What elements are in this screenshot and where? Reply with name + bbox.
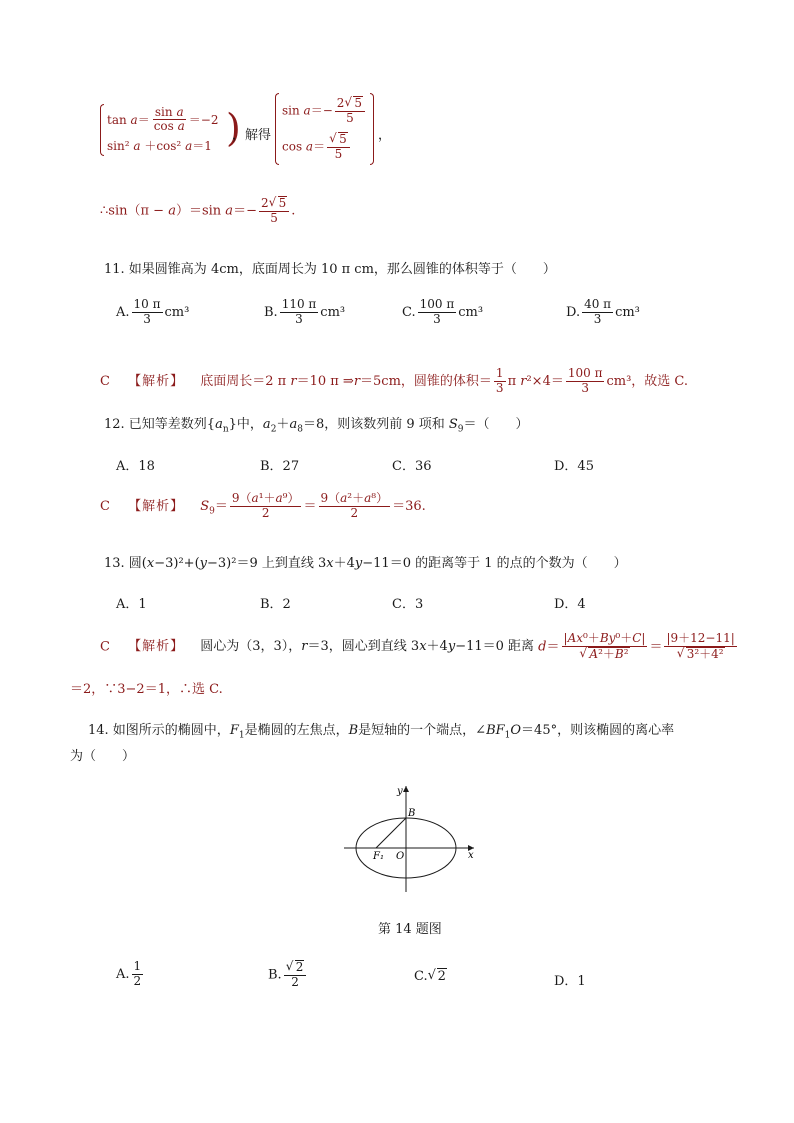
system1-line1: tan a＝ $\frac{\text{sin a}}{\text{cos a}}$ ＝−2 <box>107 104 219 134</box>
q13-answer-letter: C <box>100 639 110 655</box>
q11-option-b: B. $\frac{110 \pi}{3}$ cm³ <box>264 297 346 326</box>
q12-option-a: A．18 <box>116 459 155 474</box>
q14-option-d: D．1 <box>554 974 586 989</box>
q14-stem: 14. 如图所示的椭圆中，$F_1$是椭圆的左焦点，B是短轴的一个端点，$\angle BF_1O=45^\circ$，则该椭圆的离心率 <box>88 723 675 741</box>
system2-line1: sin a＝− $\frac{2√ 5}{5}$ <box>282 96 367 126</box>
q11-stem: 11. 如果圆锥高为 4cm，底面周长为 10 π cm，那么圆锥的体积等于（ ） <box>104 262 556 277</box>
q12-option-b: B．27 <box>260 459 300 474</box>
system1-line2: sin² a ＋cos² a＝1 <box>107 139 212 154</box>
trailing-comma: ， <box>378 128 392 143</box>
q14-option-a: A. $\frac{1}{2}$ <box>116 959 142 988</box>
q14-option-b: B. √ $\frac{2}{2}$ <box>268 960 308 990</box>
conclusion: ∴sin（π − a）＝sin a＝− $\frac{2√ 5}{5}$ . <box>100 196 295 226</box>
q12-stem: 12. 已知等差数列$\{a_n\}$中，$a_2+a_8=8$，则该数列前 9 项和 $S_9=$（ ） <box>104 417 529 435</box>
q13-option-b: B．2 <box>260 597 291 612</box>
system-block-2 <box>275 93 374 165</box>
y-axis-arrow <box>403 786 409 792</box>
q12-tag: 【解析】 <box>128 498 185 514</box>
label-x: x <box>468 850 474 861</box>
q12-answer: C 【解析】 $S_9=$ $\frac{\text{9（a¹＋a⁹）}}{2}$ ＝ $\frac{\text{9（a²＋a⁸）}}{2}$ ＝36. <box>100 491 426 520</box>
q11-option-c: C. $\frac{100 \pi}{3}$ cm³ <box>402 297 484 326</box>
q13-answer: C 【解析】 圆心为（3，3），r＝3，圆心到直线 3x＋4y−11＝0 距离 d＝ |Ax⁰＋By⁰＋C| √ A²＋B² ＝ |9＋12−11| √ 3²＋4² <box>100 632 739 662</box>
q11-answer-letter: C <box>100 373 110 389</box>
q13-tag: 【解析】 <box>128 639 185 655</box>
label-o: O <box>396 851 405 862</box>
q14-option-c: C.√ 2 <box>414 968 447 984</box>
system-block-1 <box>100 104 218 156</box>
q13-option-d: D．4 <box>554 597 586 612</box>
q11-answer: C 【解析】 底面周长＝2 π r＝10 π ⇒r＝5cm，圆锥的体积＝ $\frac{1}{3}$ π r²×4＝ $\frac{100 \pi}{3}$ cm³，故选 C. <box>100 366 689 395</box>
q11-option-d: D. $\frac{40 \pi}{3}$ cm³ <box>566 297 640 326</box>
figure-caption: 第 14 题图 <box>378 922 442 937</box>
q13-stem: 13. 圆(x−3)²+(y−3)²＝9 上到直线 3x＋4y−11＝0 的距离等于 1 的点的个数为（ ） <box>104 556 627 571</box>
q11-tag: 【解析】 <box>128 373 185 389</box>
label-y: y <box>397 786 403 797</box>
q11-option-a: A. $\frac{10 \pi}{3}$ cm³ <box>116 297 190 326</box>
system2-line2: cos a＝ √ $\frac{5}{5}$ <box>282 132 367 162</box>
q12-answer-letter: C <box>100 498 110 514</box>
label-f1: F₁ <box>373 851 384 862</box>
solve-text: ，解得 <box>232 128 272 143</box>
q14-stem-line2: 为（ ） <box>70 749 136 764</box>
q13-analysis-line2: ＝2，∵3−2＝1，∴选 C. <box>70 682 223 697</box>
label-b: B <box>408 808 416 819</box>
ellipse-figure <box>340 780 480 895</box>
system-close-paren: ) <box>226 106 241 150</box>
q13-option-c: C．3 <box>392 597 424 612</box>
q13-option-a: A．1 <box>116 597 147 612</box>
q12-option-d: D．45 <box>554 459 594 474</box>
q12-option-c: C．36 <box>392 459 432 474</box>
